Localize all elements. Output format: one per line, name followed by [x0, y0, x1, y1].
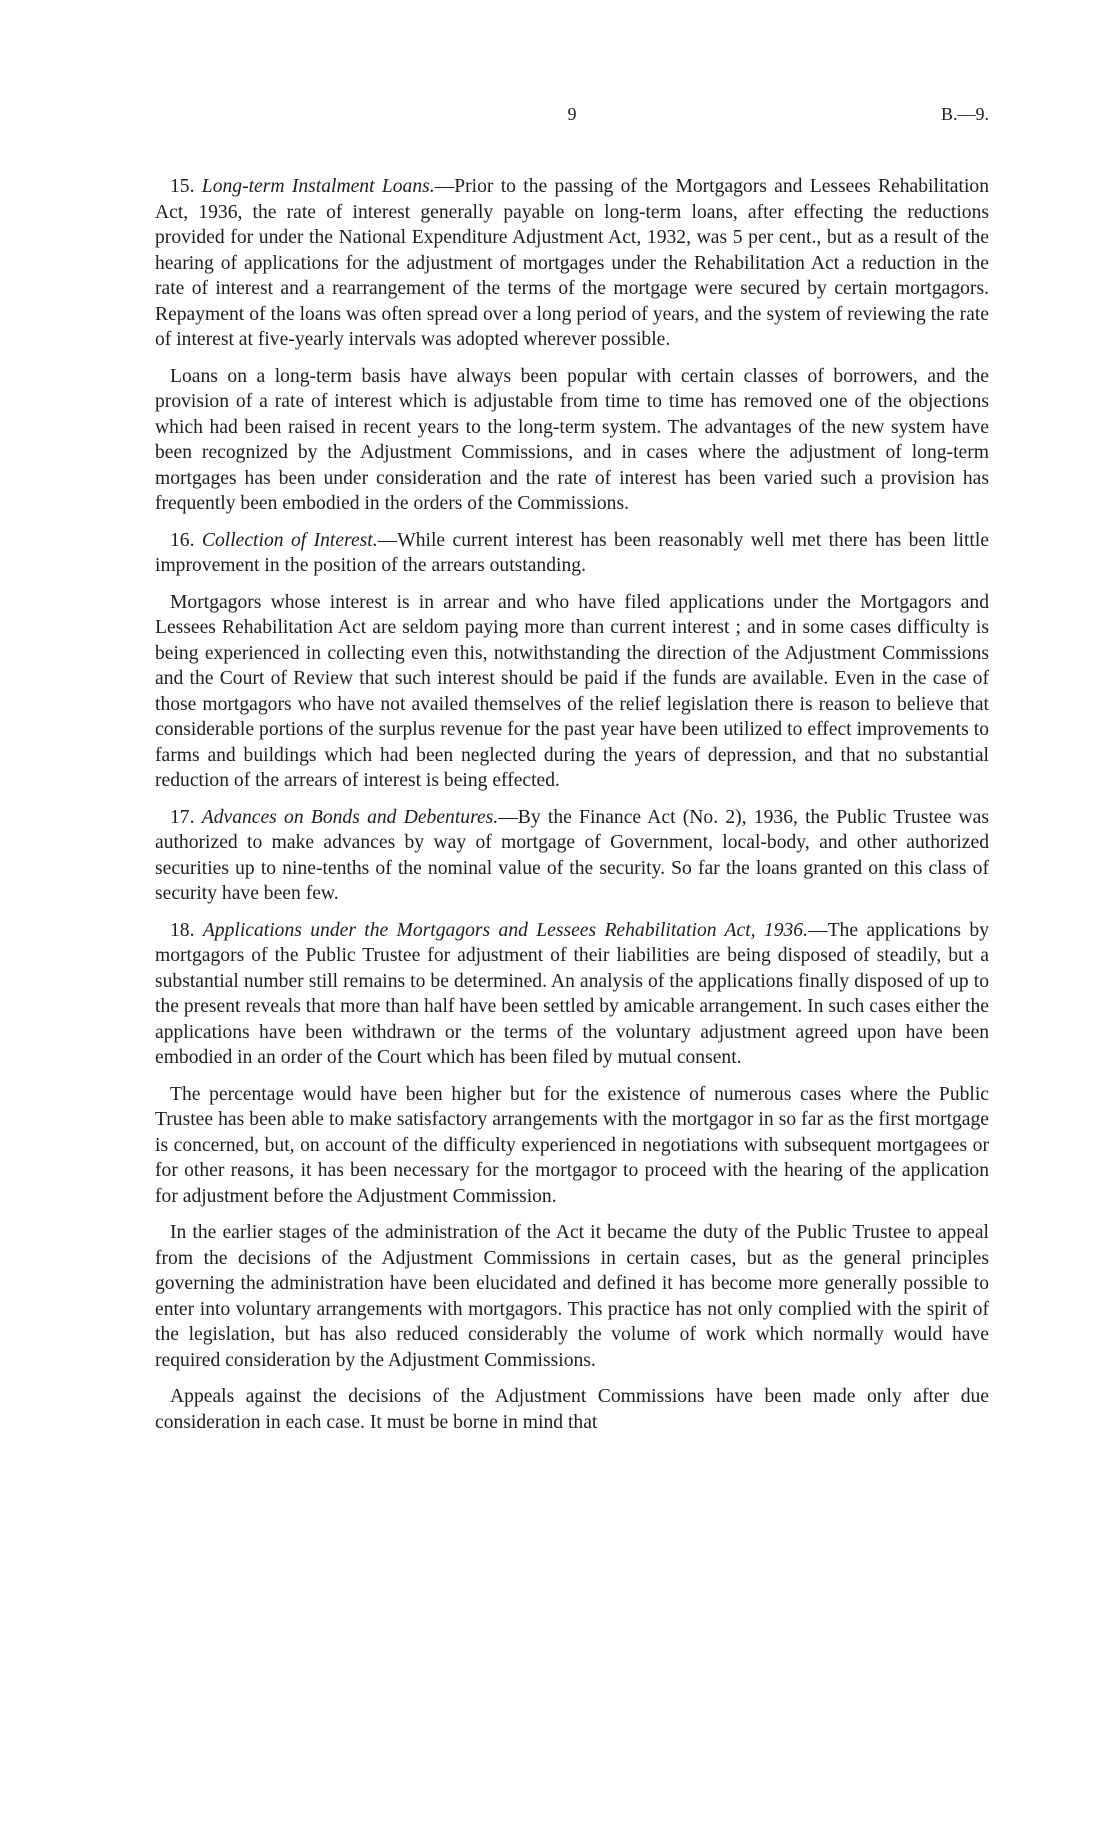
section-number: 15.	[170, 176, 195, 197]
paragraph-text: Mortgagors whose interest is in arrear and who have filed applications under the Mortgagors and Lessees Rehabilitation Act are seldom paying more than current interest ; and in some cases difficulty is being experienced in collecting even this, notwithstanding the direction of the Adjustment Commissions and the Court of Review that such interest should be paid if the funds are available. Even in the case of those mortgagors who have not availed themselves of the relief legislation there is reason to believe that considerable portions of the surplus revenue for the past year have been utilized to effect improvements to farms and buildings which had been neglected during the years of depression, and that no substantial reduction of the arrears of interest is being effected.	[155, 591, 989, 791]
page-number: 9	[567, 104, 577, 124]
paragraph-text: —Prior to the passing of the Mortgagors and Lessees Rehabilitation Act, 1936, the rate of interest generally payable on long-term loans, after effecting the reductions provided for under the National Expenditure Adjustment Act, 1932, was 5 per cent., but as a result of the hearing of applications for the adjustment of mortgages under the Rehabilitation Act a reduction in the rate of interest and a rearrangement of the terms of the mortgage were secured by certain mortgagors. Repayment of the loans was often spread over a long period of years, and the system of reviewing the rate of interest at five-yearly intervals was adopted wherever possible.	[155, 176, 989, 350]
paragraph	[155, 1220, 989, 1373]
section-heading: Collection of Interest.	[201, 529, 378, 551]
paragraph	[155, 1082, 989, 1210]
page-header	[155, 104, 989, 134]
paragraph-18	[155, 918, 989, 1071]
paragraph-text: The percentage would have been higher but for the existence of numerous cases where the Public Trustee has been able to make satisfactory arrangements with the mortgagor in so far as the first mortgage is concerned, but, on account of the difficulty experienced in negotiations with subsequent mortgagees or for other reasons, it has been necessary for the mortgagor to proceed with the hearing of the application for adjustment before the Adjustment Commission.	[155, 1083, 989, 1207]
paragraph-16	[155, 528, 989, 579]
section-number: 17.	[170, 806, 195, 828]
document-reference: B.—9.	[940, 104, 989, 124]
section-heading: Applications under the Mortgagors and Lessees Rehabilitation Act, 1936.	[202, 919, 808, 941]
paragraph-15	[155, 174, 989, 353]
paragraph-17	[155, 805, 989, 907]
section-heading: Long-term Instalment Loans.	[201, 176, 435, 197]
paragraph	[155, 364, 989, 517]
section-number: 16.	[170, 529, 195, 551]
paragraph	[155, 1384, 989, 1435]
section-number: 18.	[170, 919, 195, 941]
paragraph	[155, 590, 989, 794]
paragraph-text: Loans on a long-term basis have always been popular with certain classes of borrowers, and the provision of a rate of interest which is adjustable from time to time has removed one of the objections which had been raised in recent years to the long-term system. The advantages of the new system have been recognized by the Adjustment Commissions, and in cases where the adjustment of long-term mortgages has been under consideration and the rate of interest has been varied such a provision has frequently been embodied in the orders of the Commissions.	[155, 365, 989, 514]
document-body	[155, 174, 989, 1435]
paragraph-text: Appeals against the decisions of the Adjustment Commissions have been made only after due consideration in each case. It must be borne in mind that	[155, 1386, 989, 1433]
paragraph-text: —The applications by mortgagors of the Public Trustee for adjustment of their liabilities are being disposed of steadily, but a substantial number still remains to be determined. An analysis of the applications finally disposed of up to the present reveals that more than half have been settled by amicable arrangement. In such cases either the applications have been withdrawn or the terms of the voluntary adjustment agreed upon have been embodied in an order of the Court which has been filed by mutual consent.	[155, 919, 989, 1068]
paragraph-text: In the earlier stages of the administration of the Act it became the duty of the Public Trustee to appeal from the decisions of the Adjustment Commissions in certain cases, but as the general principles governing the administration have been elucidated and defined it has become more generally possible to enter into voluntary arrangements with mortgagors. This practice has not only complied with the spirit of the legislation, but has also reduced considerably the volume of work which normally would have required consideration by the Adjustment Commissions.	[155, 1222, 989, 1371]
paragraph-text: —While current interest has been reasonably well met there has been little improvement in the position of the arrears outstanding.	[155, 529, 989, 576]
section-heading: Advances on Bonds and Debentures.	[201, 806, 499, 828]
paragraph-text: —By the Finance Act (No. 2), 1936, the Public Trustee was authorized to make advances by way of mortgage of Government, local-body, and other authorized securities up to nine-tenths of the nominal value of the security. So far the loans granted on this class of security have been few.	[155, 806, 990, 904]
